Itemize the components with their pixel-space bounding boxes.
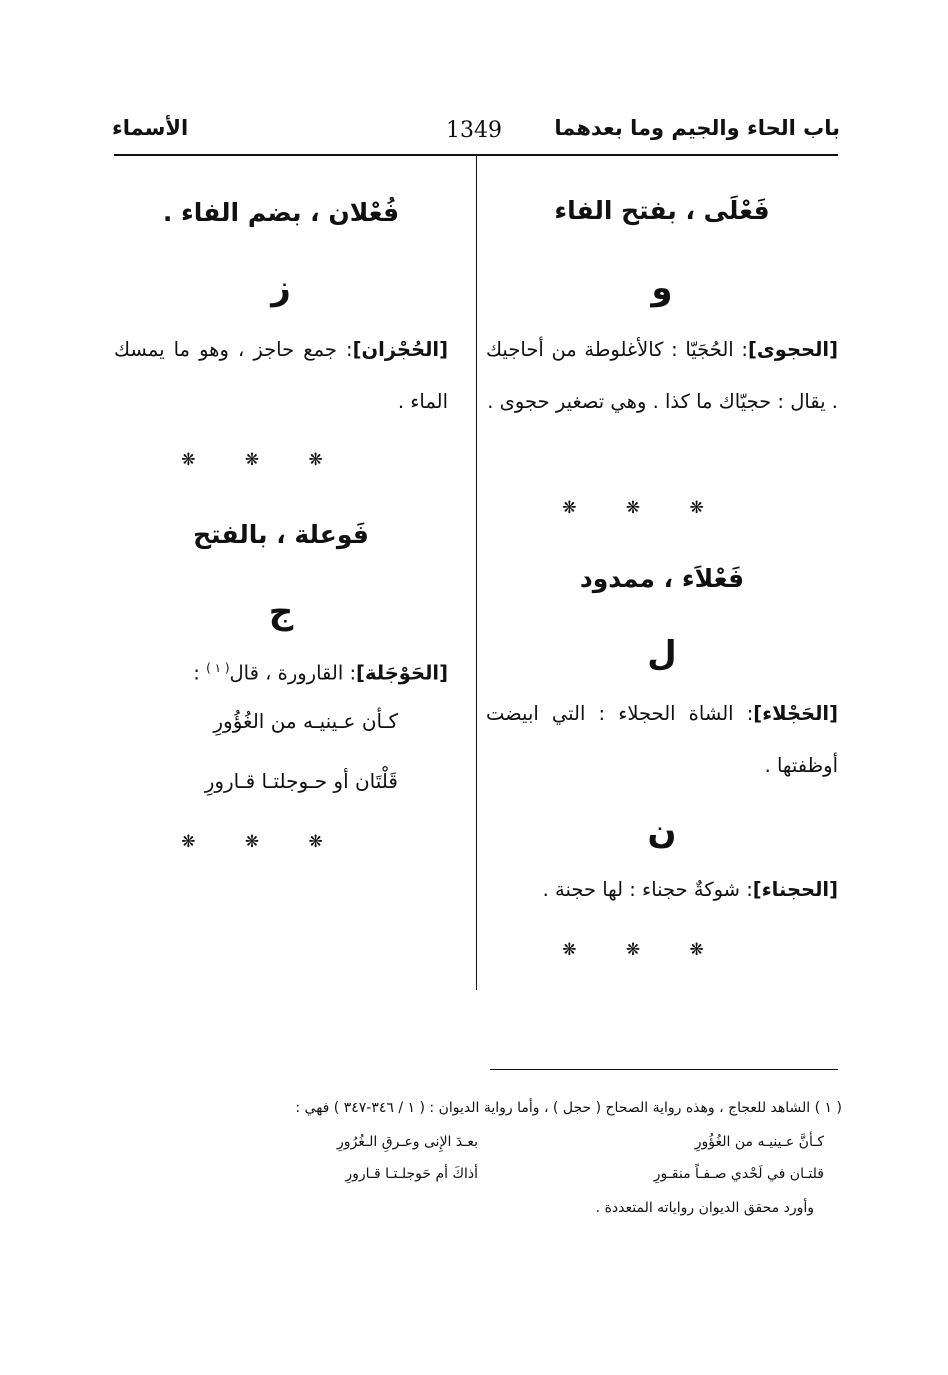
footnote-text: ( ١ ) الشاهد للعجاج ، وهذه رواية الصحاح ( حجل ) ، وأما رواية الديوان : ( ١ / ٣٤٦-٣٤٧ ) فهي : xyxy=(295,1100,842,1116)
entry-headword: [الحَجْلاء] xyxy=(753,702,838,725)
entry-headword: [الحجناء] xyxy=(752,878,838,901)
footnote-verse: كـأنَّ عـينيـه من الغُؤُورِ xyxy=(694,1134,824,1150)
dictionary-entry xyxy=(114,324,448,428)
entry-definition: : القارورة ، قال xyxy=(229,661,357,685)
root-letter: و xyxy=(651,268,673,308)
footnote-verse: بعـدَ الإِنى وعـرقِ الـغُرُورِ xyxy=(337,1134,478,1150)
entry-colon: : xyxy=(193,661,207,685)
entry-definition: : الحُجَيّا : كالأغلوطة من أحاجيك . يقال : حجيّاك ما كذا . وهي تصغير حجوى . xyxy=(486,338,838,413)
pattern-heading: فَعْلاَء ، ممدود xyxy=(579,564,745,593)
dictionary-entry xyxy=(114,642,448,700)
footnote-text: وأورد محقق الديوان رواياته المتعددة . xyxy=(595,1200,814,1216)
root-letter: ج xyxy=(268,592,294,632)
entry-headword: [الحَوْجَلة] xyxy=(356,661,448,685)
entry-definition: : جمع حاجز ، وهو ما يمسك الماء . xyxy=(114,338,448,413)
entry-definition: : شوكةٌ حجناء : لها حجنة . xyxy=(542,878,753,901)
pattern-heading: فَعْلَى ، بفتح الفاء xyxy=(554,196,770,225)
root-letter: ن xyxy=(647,812,677,852)
entry-headword: [الحُجْزان] xyxy=(352,338,448,361)
footnote-rule xyxy=(490,1069,838,1070)
section-separator: ❋ ❋ ❋ xyxy=(181,450,345,470)
dictionary-entry xyxy=(486,864,838,916)
footnote-verse: قلتـان في لَحْدي صـفـاً منقـورِ xyxy=(653,1166,824,1182)
root-letter: ز xyxy=(271,268,291,308)
dictionary-entry xyxy=(486,324,838,428)
page-number: 1349 xyxy=(446,118,502,143)
poetry-verse: قَلْتَان أو حـوجلتـا قـارورِ xyxy=(204,769,398,793)
section-separator: ❋ ❋ ❋ xyxy=(181,832,345,852)
footnote-verse: أذاكَ أم حَوجلـتـا قـارورِ xyxy=(345,1166,478,1182)
root-letter: ل xyxy=(647,634,677,674)
section-separator: ❋ ❋ ❋ xyxy=(562,940,726,960)
pattern-heading: فُعْلان ، بضم الفاء . xyxy=(162,198,400,227)
entry-headword: [الحجوى] xyxy=(747,338,838,361)
pattern-heading: فَوعلة ، بالفتح xyxy=(193,520,369,549)
section-separator: ❋ ❋ ❋ xyxy=(562,498,726,518)
poetry-verse: كـأن عـينيـه من الغُؤُورِ xyxy=(213,709,398,733)
running-header-chapter: باب الحاء والجيم وما بعدهما xyxy=(554,116,840,140)
footnote-reference: ( ١ ) xyxy=(206,661,230,675)
running-header-section: الأسماء xyxy=(112,116,189,140)
entry-definition: : الشاة الحجلاء : التي ابيضت أوظفتها . xyxy=(486,702,838,777)
column-divider xyxy=(476,156,477,990)
dictionary-entry xyxy=(486,688,838,792)
